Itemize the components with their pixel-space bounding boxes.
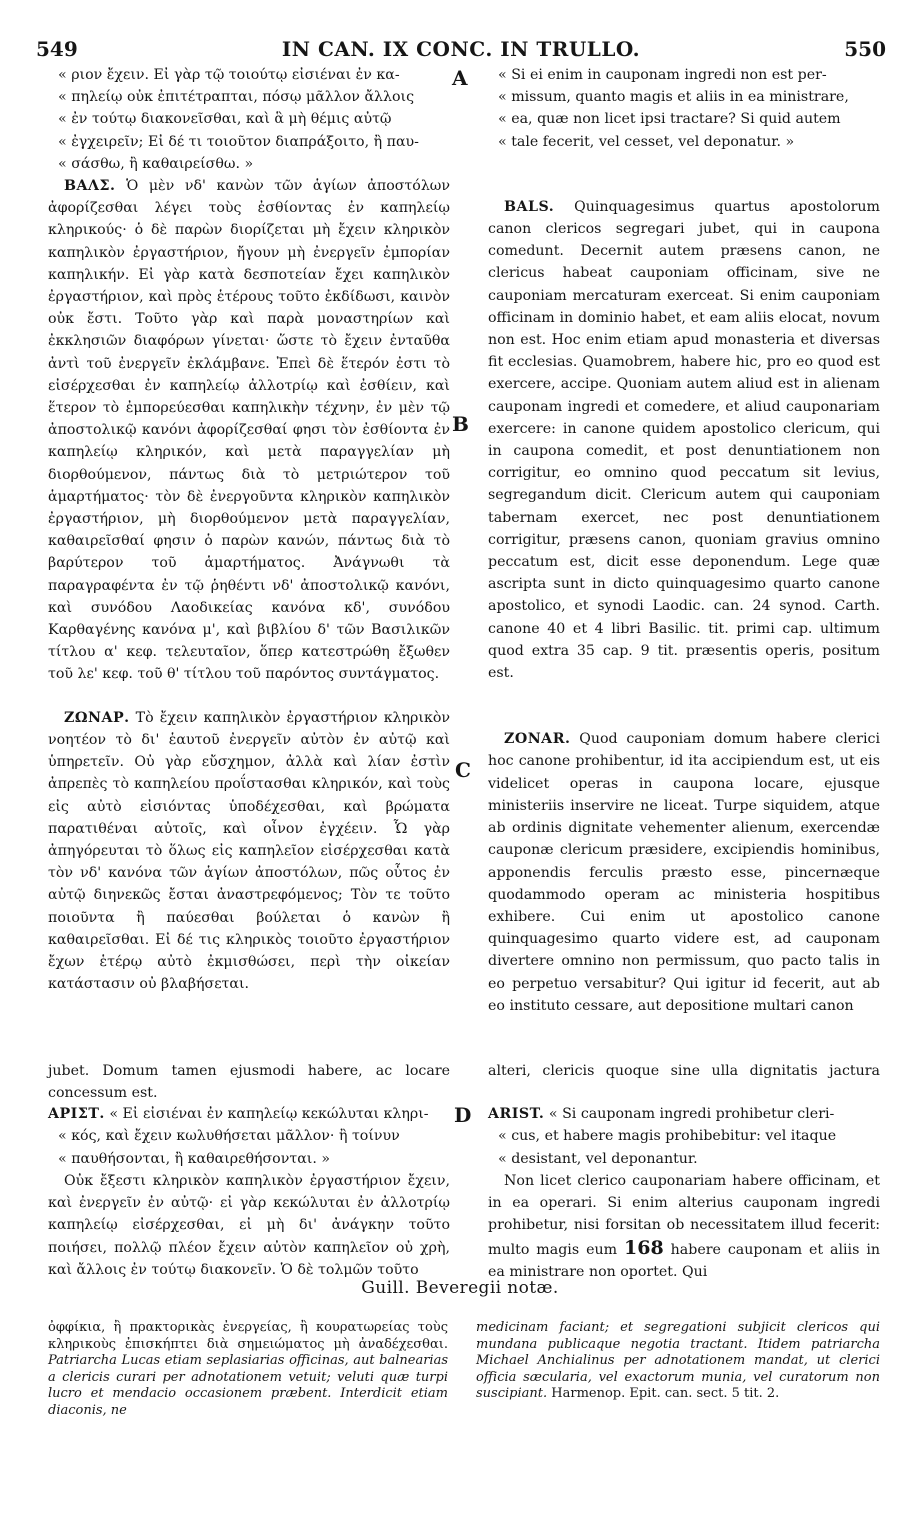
page-marker: 168 (624, 1236, 664, 1259)
quote-line: ARIST. « Si cauponam ingredi prohibetur cleri- (488, 1106, 835, 1122)
notes-right (476, 1320, 880, 1403)
running-title: IN CAN. IX CONC. IN TRULLO. (281, 37, 641, 61)
quote-line: « desistant, vel deponantur. (498, 1150, 698, 1167)
zonaras-label: ZONAR. (504, 731, 571, 748)
quote-line: ΑΡΙΣΤ. « Εἰ εἰσιέναι ἐν καπηλείῳ κεκώλυται κληρι- (48, 1106, 429, 1122)
aristenus-label: ARIST. (488, 1106, 545, 1122)
zonaras-greek-text: Τὸ ἔχειν καπηλικὸν ἐργαστήριον κληρικὸν νοητέον τὸ δι' ἑαυτοῦ ἐνεργεῖν αὐτὸν ἐν αὐτῷ καὶ ὑπηρετεῖν. Οὐ γὰρ εὔσχημον, ἀλλὰ καὶ λίαν ἐστὶν ἀπρεπὲς τὸ καπηλείου προΐστασθαι κληρικόν, καὶ τοὺς εἰς αὐτὸ εἰσιόντας ὑποδέχεσθαι, καὶ βρώματα παρατιθέναι αὐτοῖς, καὶ οἶνον ἐγχέειν. Ὧ γὰρ ἀπηγόρευται τὸ ὅλως εἰς καπηλεῖον εἰσέρχεσθαι κατὰ τὸν νδ' κανόνα τῶν ἁγίων ἀποστόλων, πῶς οὗτος ἐν αὐτῷ διηνεκῶς ἔσται ἀναστρεφόμενος; Τὸν τε τοῦτο ποιοῦντα ἢ παύεσθαι βούλεται ὁ κανὼν ἢ καθαιρεῖσθαι. Εἰ δέ τις κληρικὸς τοιοῦτο ἐργαστήριον ἔχων ἑτέρῳ αὐτὸ ἐκμισθώσει, περὶ τὴν οἰκείαν κατάστασιν οὐ βλαβήσεται. (48, 709, 450, 993)
balsamon-label: BALS. (504, 198, 555, 215)
aristenus-label: ΑΡΙΣΤ. (48, 1106, 105, 1122)
balsamon-greek-text: Ὁ μὲν νδ' κανὼν τῶν ἁγίων ἀποστόλων ἀφορίζεσθαι λέγει τοὺς ἐσθίοντας ἐν καπηλείῳ κληρικούς· ὁ δὲ παρὼν διορίζεται μὴ ἔχειν κληρικὸν καπηλικὸν ἐργαστήριον, ἤγουν μὴ ἐνεργεῖν ἐμπορίαν καπηλικήν. Εἰ γὰρ κατὰ δεσποτείαν ἔχει καπηλικὸν ἐργαστήριον, καὶ πρὸς ἑτέρους τοῦτο ἐκδίδωσι, καινὸν οὐκ ἔστι. Τοῦτο γὰρ καὶ παρὰ μοναστηρίων καὶ ἐκκλησιῶν διαφόρων γίνεται· ὥστε τὸ ἔχειν ἐνταῦθα ἀντὶ τοῦ ἐνεργεῖν ἐκλάμβανε. Ἐπεὶ δὲ ἕτερόν ἐστι τὸ εἰσέρχεσθαι ἐν καπηλείῳ ἀλλοτρίῳ καὶ ἐσθίειν, καὶ ἕτερον τὸ ἐμπορεύεσθαι καπηλικὴν τέχνην, ἐν μὲν τῷ ἀποστολικῷ κανόνι ἀφορίζεσθαί φησι τὸν ἐσθίοντα ἐν καπηλείῳ κληρικόν, καὶ μετὰ παραγγελίαν μὴ διορθούμενον, πάντως διὰ τὸ μετριώτερον τοῦ ἁμαρτήματος· τὸν δὲ ἐνεργοῦντα κληρικὸν καπηλικὸν ἐργαστήριον, μὴ διορθούμενον μετὰ παραγγελίαν, καθαιρεῖσθαί φησιν ὁ παρὼν κανών, πάντως διὰ τὸ βαρύτερον τοῦ ἁμαρτήματος. Ἀνάγνωθι τὰ παραγραφέντα ἐν τῷ ῥηθέντι νδ' ἀποστολικῷ κανόνι, καὶ συνόδου Λαοδικείας κανόνα κδ', συνόδου Καρθαγένης κανόνα μ', καὶ βιβλίου δ' τῶν Βασιλικῶν τίτλου α' κεφ. τελευταῖον, ὅπερ κατεστρώθη ἔξωθεν τοῦ λε' κεφ. τοῦ θ' τίτλου τοῦ παρόντος συντάγματος. (48, 178, 451, 683)
margin-letter-c: C (455, 758, 471, 782)
greek-column (48, 64, 450, 995)
notes-latin-text: medicinam faciant; et segregationi subjicit clericos qui mundana publicaque negotia tractant. Itidem patriarcha Michael Anchialinus per adnotationem mandat, ut clerici officia sæcularia, vel exactorum munia, vel curatorum non suscipiant. (476, 1320, 880, 1401)
bridge-line-right: alteri, clericis quoque sine ulla dignitatis jactura (488, 1063, 880, 1079)
quote-line: « missum, quanto magis et aliis in ea ministrare, (498, 89, 849, 106)
quote-line: « ἐγχειρεῖν; Εἰ δέ τι τοιοῦτον διαπράξοιτο, ἢ παυ- (58, 133, 419, 150)
bridge-line-2: concessum est. (48, 1085, 158, 1101)
quote-line: « πηλείῳ οὐκ ἐπιτέτραπται, πόσῳ μᾶλλον ἄλλοις (58, 89, 415, 106)
balsamon-label: ΒΑΛΣ. (64, 178, 116, 195)
page-number-left: 549 (36, 37, 78, 61)
aristenus-greek (48, 1103, 450, 1281)
quote-line: « Si ei enim in cauponam ingredi non est per- (498, 67, 827, 83)
margin-letter-b: B (452, 412, 469, 436)
quote-line: « σάσθω, ἢ καθαιρείσθω. » (58, 155, 254, 172)
zonaras-latin-commentary (488, 728, 880, 1017)
aristenus-greek-text: Οὐκ ἔξεστι κληρικὸν καπηλικὸν ἐργαστήριον ἔχειν, καὶ ἐνεργεῖν ἐν αὐτῷ· εἰ γὰρ κεκώλυται ἐν ἀλλοτρίῳ καπηλείῳ εἰσέρχεσθαι, εἰ μὴ δι' ἀνάγκην τοῦτο ποιήσει, πολλῷ πλέον ἔχειν αὐτὸν καπηλεῖον οὐ χρὴ, καὶ ἄλλοις ἐν τούτῳ διακονεῖν. Ὁ δὲ τολμῶν τοῦτο (48, 1172, 450, 1279)
notes-title: Guill. Beveregii notæ. (361, 1278, 559, 1298)
notes-greek-text: ὀφφίκια, ἢ πρακτορικὰς ἐνεργείας, ἢ κουρατωρείας τοὺς κληρικοὺς ἐπισκήπτει διὰ σημειώματος μὴ ἀναδέχεσθαι. (48, 1320, 448, 1352)
quote-line: « tale fecerit, vel cesset, vel deponatur. » (498, 133, 795, 150)
aristenus-latin (488, 1103, 880, 1283)
notes-citation: Harmenop. Epit. can. sect. 5 tit. 2. (551, 1386, 780, 1401)
aristenus-latin-text: Non licet clerico cauponariam habere officinam, et in ea operari. Si enim alterius cauponam ingredi prohibetur, nisi forsitan ob necessitatem illud fecerit: multo magis eum 168 habere cauponam et aliis in ea ministrare non oportet. Qui (488, 1172, 880, 1281)
balsamon-latin-commentary (488, 196, 880, 684)
notes-latin-text: Patriarcha Lucas etiam seplasiarias officinas, aut balnearias a clericis curari per adnotationem vetuit; veluti quæ turpi lucro et mendacio occasionem præbent. Interdicit etiam diaconis, ne (48, 1353, 448, 1418)
running-header (36, 36, 886, 62)
quote-line: « ea, quæ non licet ipsi tractare? Si quid autem (498, 111, 841, 128)
zonaras-latin-text: Quod cauponiam domum habere clerici hoc canone prohibentur, id ita accipiendum est, ut eis videlicet operas in caupona locare, ejusque ministeriis inservire ne liceat. Turpe siquidem, atque ab ordinis dignitate vehementer alienum, exercendæ cauponæ clericum præsidere, excipiendis hominibus, apponendis ferculis præsto esse, pincernæque quodammodo operam ac ministeria hospitibus exhibere. Cui enim ut apostolico canone quinquagesimo quarto videre est, ad cauponam divertere omnino non permissum, quo pacto talis in eo perpetuo versabitur? Qui igitur id fecerit, aut ab eo instituto cessare, aut depositione multari canon (488, 731, 880, 1014)
quote-line: « παυθήσονται, ἢ καθαιρεθήσονται. » (58, 1150, 331, 1167)
quote-line: « κός, καὶ ἔχειν κωλυθήσεται μᾶλλον· ἢ τοίνυν (58, 1128, 400, 1145)
quote-line: « ριον ἔχειν. Εἰ γὰρ τῷ τοιούτῳ εἰσιέναι ἐν κα- (58, 67, 400, 83)
quote-line: « ἐν τούτῳ διακονεῖσθαι, καὶ ἃ μὴ θέμις αὐτῷ (58, 111, 392, 128)
bridge-line-left: jubet. Domum tamen ejusmodi habere, ac locare (48, 1063, 450, 1079)
latin-column (488, 64, 880, 1017)
margin-letter-a: A (452, 66, 468, 90)
balsamon-greek-commentary (48, 175, 450, 686)
balsamon-latin-text: Quinquagesimus quartus apostolorum canon clericos segregari jubet, qui in caupona comedunt. Decernit autem præsens canon, ne clericus habeat cauponiam officinam, sive ne cauponiam mercaturam exerceat. Si enim cauponiam officinam in dominio habet, et eam aliis elocat, novum non est. Hoc enim etiam apud monasteria et diversas fit ecclesias. Quamobrem, habere hic, pro eo quod est exercere, accipe. Quoniam autem aliud est in alienam cauponam ingredi et comedere, et aliud cauponariam exercere: in canone quidem apostolico clericum, qui in caupona comedit, et post denuntiationem non corrigitur, eo omnino quod peccatum sit levius, segregandum dicit. Clericum autem qui cauponiam tabernam exercet, nec post denuntiationem corrigitur, præsens canon, quoniam gravius omnino peccatum est, dicit esse deponendum. Lege quæ ascripta sunt in dicto quinquagesimo quarto canone apostolico, et synodi Laodic. can. 24 synod. Carth. canone 40 et 4 libri Basilic. tit. primi cap. ultimum quod extra 35 cap. 9 tit. præsentis operis, positum est. (488, 198, 880, 682)
zonaras-label: ΖΩΝΑΡ. (64, 709, 130, 726)
zonaras-greek-commentary (48, 707, 450, 996)
margin-letter-d: D (454, 1103, 472, 1127)
greek-canon-quote (48, 64, 450, 175)
page-number-right: 550 (844, 37, 886, 61)
bridge-text (48, 1060, 880, 1104)
notes-left (48, 1320, 448, 1419)
latin-canon-quote (488, 64, 880, 153)
quote-line: « cus, et habere magis prohibebitur: vel itaque (498, 1128, 837, 1145)
